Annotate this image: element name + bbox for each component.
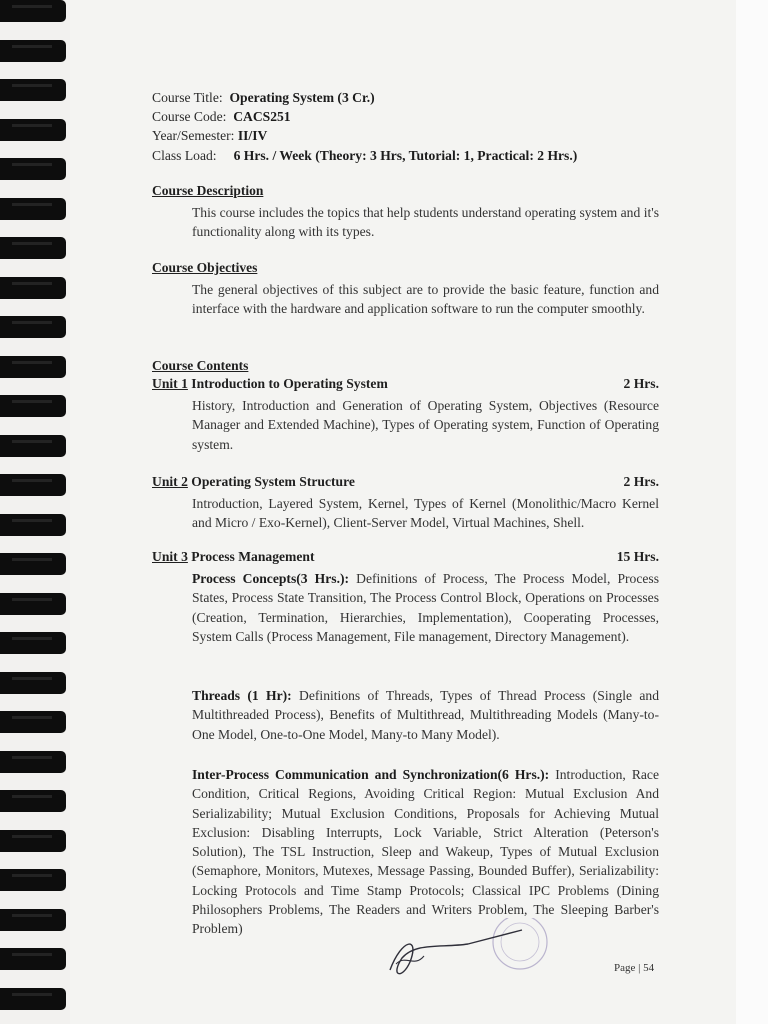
ipc-paragraph	[192, 765, 659, 939]
course-description-text: This course includes the topics that help students understand operating system and it's functionality along with its types.	[192, 205, 659, 240]
year-semester-label: Year/Semester:	[152, 128, 235, 143]
binding-ring	[0, 909, 66, 931]
class-load-row	[152, 146, 577, 166]
unit-3-header	[152, 549, 659, 565]
binding-ring	[0, 435, 66, 457]
unit-1-text: History, Introduction and Generation of Operating System, Objectives (Resource Manager and Extended Machine), Types of Operating system, Function of Operating system.	[192, 398, 659, 452]
threads-text: Definitions of Threads, Types of Thread Process (Single and Multithreaded Process), Benefits of Multithread, Multithreading Models (Many-to-One Model, One-to-One Model, Many-to Many Model).	[192, 688, 659, 742]
course-objectives-text: The general objectives of this subject are to provide the basic feature, function and interface with the hardware and application software to run the computer smoothly.	[192, 282, 659, 317]
course-code-label: Course Code:	[152, 109, 227, 124]
binding-ring	[0, 711, 66, 733]
course-title-label: Course Title:	[152, 90, 223, 105]
page-margin	[736, 0, 768, 1024]
binding-ring	[0, 790, 66, 812]
unit-1-header	[152, 376, 659, 392]
binding-ring	[0, 830, 66, 852]
threads-paragraph	[192, 686, 659, 744]
unit-2-hours: 2 Hrs.	[623, 474, 659, 489]
binding-ring	[0, 316, 66, 338]
unit-2-header	[152, 474, 659, 490]
process-concepts-paragraph	[192, 569, 659, 646]
threads-lead: Threads (1 Hr):	[192, 688, 292, 703]
binding-ring	[0, 0, 66, 22]
unit-2-title: Operating System Structure	[191, 474, 355, 489]
binding-ring	[0, 40, 66, 62]
binding-ring	[0, 869, 66, 891]
course-description-heading: Course Description	[152, 183, 264, 198]
page-number: Page | 54	[614, 962, 655, 974]
binding-ring	[0, 237, 66, 259]
binding-ring	[0, 751, 66, 773]
binding-ring	[0, 198, 66, 220]
unit-1-hours: 2 Hrs.	[623, 376, 659, 391]
spiral-binding	[0, 0, 70, 1024]
process-concepts-text: Definitions of Process, The Process Model, Process States, Process State Transition, The Process Control Block, Operations on Processes (Creation, Termination, Hierarchies, Implementation), Cooperating Processes, System Calls (Process Management, File management, Directory Management).	[192, 571, 659, 644]
course-objectives-heading: Course Objectives	[152, 260, 258, 275]
year-semester-row	[152, 126, 267, 146]
binding-ring	[0, 632, 66, 654]
unit-2-number: Unit 2	[152, 474, 188, 489]
unit-3-title: Process Management	[191, 549, 315, 564]
year-semester-value: II/IV	[237, 128, 268, 143]
signature-stamp-image	[372, 918, 562, 998]
unit-3-hours: 15 Hrs.	[616, 549, 659, 564]
process-concepts-lead: Process Concepts(3 Hrs.):	[192, 571, 350, 586]
binding-ring	[0, 988, 66, 1010]
binding-ring	[0, 79, 66, 101]
course-contents-heading: Course Contents	[152, 358, 249, 373]
binding-ring	[0, 119, 66, 141]
course-title-row	[152, 88, 375, 108]
binding-ring	[0, 553, 66, 575]
unit-1-title: Introduction to Operating System	[191, 376, 388, 391]
unit-3-number: Unit 3	[152, 549, 188, 564]
binding-ring	[0, 395, 66, 417]
unit-2-text: Introduction, Layered System, Kernel, Types of Kernel (Monolithic/Macro Kernel and Micro / Exo-Kernel), Client-Server Model, Virtual Machines, Shell.	[192, 496, 659, 531]
binding-ring	[0, 593, 66, 615]
course-code-row	[152, 107, 291, 127]
class-load-value: 6 Hrs. / Week (Theory: 3 Hrs, Tutorial: 1, Practical: 2 Hrs.)	[233, 148, 578, 163]
course-code-value: CACS251	[233, 109, 291, 124]
binding-ring	[0, 277, 66, 299]
unit-1-number: Unit 1	[152, 376, 188, 391]
class-load-label: Class Load:	[152, 148, 217, 163]
ipc-text: Introduction, Race Condition, Critical Regions, Avoiding Critical Region: Mutual Exclusion And Serializability; Mutual Exclusion Conditions, Proposals for Achieving Mutual Exclusion: Disabling Interrupts, Lock Variable, Strict Alteration (Peterson's Solution), The TSL Instruction, Sleep and Wakeup, Types of Mutual Exclusion (Semaphore, Monitors, Mutexes, Message Passing, Bounded Buffer), Serializability: Locking Protocols and Time Stamp Protocols; Classical IPC Problems (Dining Philosophers Problems, The Readers and Writers Problem, The Sleeping Barber's Problem)	[192, 767, 660, 937]
binding-ring	[0, 158, 66, 180]
binding-ring	[0, 514, 66, 536]
course-title-value: Operating System (3 Cr.)	[229, 90, 375, 105]
ipc-lead: Inter-Process Communication and Synchronization(6 Hrs.):	[192, 767, 550, 782]
binding-ring	[0, 356, 66, 378]
binding-ring	[0, 672, 66, 694]
binding-ring	[0, 474, 66, 496]
binding-ring	[0, 948, 66, 970]
